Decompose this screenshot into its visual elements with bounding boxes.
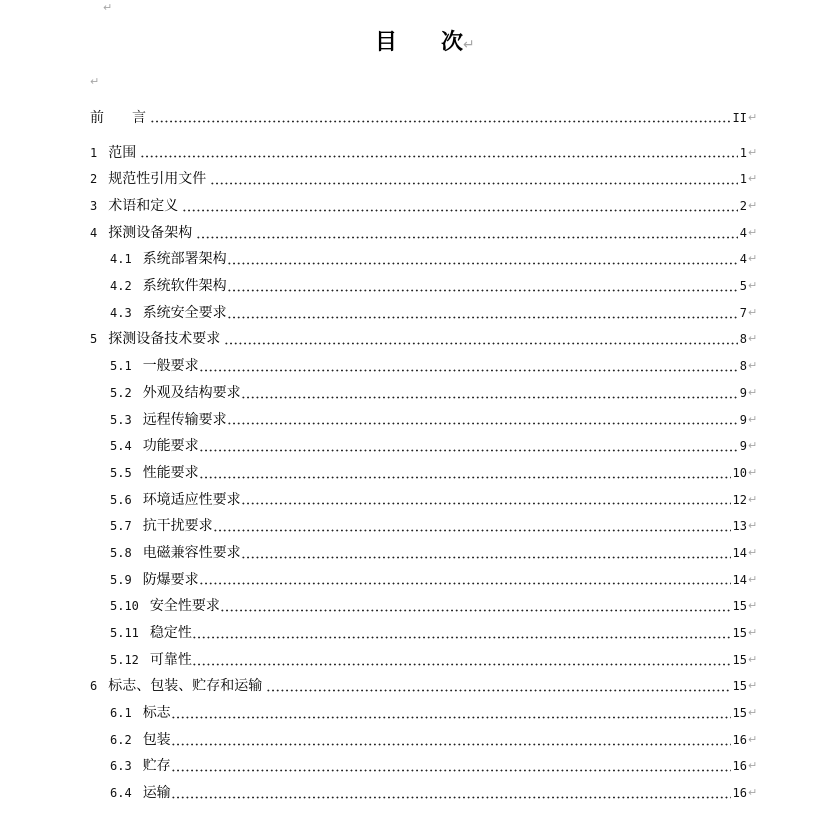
toc-leader-dots [227,316,738,319]
toc-leader-dots [171,716,731,719]
paragraph-mark: ↵ [748,492,758,506]
toc-page-number: 8 [739,332,747,347]
toc-page-number: 16 [732,759,747,774]
toc-entry[interactable] [90,540,758,567]
toc-entry-title: 系统软件架构 [142,278,227,295]
paragraph-mark: ↵ [748,439,758,453]
toc-entry[interactable] [90,246,758,273]
toc-leader-dots [210,182,738,185]
toc-page-number: 13 [732,519,747,534]
toc-entry[interactable] [90,273,758,300]
toc-leader-dots [224,342,738,345]
toc-entry-number: 6.1 [110,706,132,721]
toc-leader-dots [220,609,731,612]
toc-page-number: 4 [739,225,747,240]
toc-page-number: 10 [732,465,747,480]
toc-entry-title: 远程传输要求 [142,411,227,428]
toc-entry[interactable] [90,140,758,167]
toc-entry-title: 前 言 [90,109,146,126]
toc-entry-number: 5.9 [110,572,132,587]
toc-page-number: 7 [739,305,747,320]
toc-leader-dots [227,262,738,265]
toc-entry-title: 运输 [142,785,171,802]
page-title: 目 次 [375,30,464,55]
toc-page-number: II [732,110,747,125]
paragraph-mark: ↵ [748,519,758,533]
toc-entry-title: 术语和定义 [108,198,179,214]
toc-entry-number: 5.5 [110,465,132,480]
toc-entry-title: 系统安全要求 [142,304,227,321]
toc-leader-dots [199,476,731,479]
paragraph-mark: ↵ [748,652,758,666]
toc-leader-dots [199,369,738,372]
paragraph-mark: ↵ [748,279,758,293]
toc-entry[interactable] [90,593,758,620]
toc-entry-number: 4.3 [110,305,132,320]
toc-entry-title: 标志、包装、贮存和运输 [108,678,263,695]
toc-leader-dots [182,209,738,212]
paragraph-mark: ↵ [748,465,758,479]
paragraph-mark: ↵ [748,786,758,800]
toc-entry-number: 3 [90,199,98,213]
toc-entry-title: 标志 [142,705,171,722]
paragraph-mark: ↵ [748,385,758,399]
toc-entry-number: 5.10 [110,599,139,614]
toc-page-number: 14 [732,545,747,560]
paragraph-mark: ↵ [90,75,100,88]
toc-page-number: 12 [732,492,747,507]
toc-leader-dots [192,663,731,666]
toc-entry-number: 1 [90,145,98,160]
paragraph-mark: ↵ [748,252,758,266]
toc-entry-title: 一般要求 [142,358,199,375]
toc-page-number: 15 [732,679,747,694]
toc-entry-title: 可靠性 [149,651,192,668]
toc-entry-number: 4.1 [110,252,132,267]
toc-entry[interactable] [90,407,758,434]
paragraph-mark: ↵ [748,545,758,559]
toc-entry-title: 环境适应性要求 [142,491,241,508]
paragraph-mark: ↵ [748,332,758,346]
toc-leader-dots [140,155,738,158]
toc-entry-title: 安全性要求 [149,598,220,615]
paragraph-mark: ↵ [463,37,475,53]
toc-entry[interactable] [90,326,758,353]
toc-leader-dots [192,636,731,639]
toc-entry-number: 6 [90,679,98,694]
toc-page-number: 5 [739,279,747,294]
toc-entry-number: 5.11 [110,626,139,640]
toc-entry-title: 范围 [108,144,137,161]
toc-entry[interactable] [90,567,758,594]
toc-page-number: 9 [739,385,747,400]
paragraph-mark: ↵ [748,199,758,212]
toc-entry-title: 电磁兼容性要求 [142,544,241,561]
toc-entry[interactable] [90,487,758,514]
toc-entry-number: 5 [90,332,98,347]
toc-page-number: 1 [739,145,747,160]
toc-entry-title: 包装 [142,731,171,748]
toc-entry-number: 5.7 [110,519,132,534]
toc-entry-number: 2 [90,172,98,187]
paragraph-mark: ↵ [748,572,758,586]
toc-leader-dots [199,449,738,452]
toc-entry[interactable] [90,166,758,193]
toc-entry-number: 4.2 [110,279,132,294]
toc-entry[interactable] [90,513,758,540]
toc-entry-number: 5.1 [110,359,132,374]
toc-leader-dots [227,289,738,292]
toc-leader-dots [171,743,731,746]
toc-entry[interactable] [90,727,758,754]
toc-leader-dots [241,502,731,505]
toc-entry-title: 规范性引用文件 [108,171,207,188]
toc-page-number: 15 [732,652,747,667]
toc-entry-number: 6.2 [110,732,132,747]
toc-page-number: 4 [739,252,747,267]
toc-leader-dots [227,422,738,425]
toc-leader-dots [213,529,731,532]
toc-entry[interactable] [90,220,758,247]
toc-page-number: 9 [739,439,747,454]
toc-entry[interactable] [90,433,758,460]
paragraph-mark: ↵ [103,1,113,14]
toc-leader-dots [196,236,738,239]
toc-page-number: 9 [739,412,747,427]
toc-entry-number: 5.12 [110,652,139,667]
toc-page-number: 14 [732,572,747,587]
toc-leader-dots [241,556,731,559]
toc-entry[interactable] [90,460,758,487]
toc-entry[interactable] [90,620,758,647]
toc-entry-number: 6.4 [110,786,132,801]
toc-page-number: 16 [732,732,747,747]
toc-entry-title: 系统部署架构 [142,251,227,268]
paragraph-mark: ↵ [748,172,758,186]
paragraph-mark: ↵ [748,305,758,319]
toc-entry-number: 5.4 [110,439,132,454]
paragraph-mark: ↵ [748,706,758,720]
toc-entry-number: 6.3 [110,759,132,774]
toc-entry-number: 5.3 [110,412,132,427]
toc-leader-dots [199,582,731,585]
toc-entry[interactable] [90,700,758,727]
toc-entry[interactable] [90,753,758,780]
toc-page-number: 15 [732,706,747,721]
toc-entry-title: 抗干扰要求 [142,518,213,535]
paragraph-mark: ↵ [748,679,758,693]
toc-entry-title: 性能要求 [142,464,199,481]
toc-entry[interactable] [90,780,758,807]
toc-entry-title: 稳定性 [149,625,192,641]
paragraph-mark: ↵ [748,412,758,426]
toc-leader-dots [171,769,731,772]
paragraph-mark: ↵ [748,759,758,773]
toc-leader-dots [150,120,731,123]
toc-page-number: 1 [739,172,747,187]
toc-entry[interactable] [90,193,758,220]
toc-leader-dots [266,689,730,692]
paragraph-mark: ↵ [748,225,758,239]
toc-entry-number: 5.2 [110,385,132,400]
paragraph-mark: ↵ [748,732,758,746]
toc-entry-title: 贮存 [142,758,171,775]
toc-page-number: 8 [739,359,747,374]
toc-page-number: 15 [732,599,747,614]
toc-leader-dots [171,796,731,799]
toc-entry-title: 防爆要求 [142,571,199,588]
toc-entry[interactable] [90,353,758,380]
paragraph-mark: ↵ [748,599,758,613]
toc-entry-number: 5.8 [110,545,132,560]
toc-entry-preface[interactable] [90,105,758,132]
toc-entry-number: 4 [90,225,98,240]
toc-entry-title: 外观及结构要求 [142,384,241,401]
paragraph-mark: ↵ [748,359,758,373]
toc-heading-line [375,30,475,56]
toc-page-number: 2 [739,199,747,213]
toc-entry[interactable] [90,673,758,700]
paragraph-mark: ↵ [748,626,758,639]
toc-entry[interactable] [90,647,758,674]
toc-entry-title: 探测设备架构 [108,224,193,241]
toc-entry[interactable] [90,300,758,327]
toc-entry-title: 探测设备技术要求 [108,331,221,348]
paragraph-mark: ↵ [748,145,758,159]
toc-entry-title: 功能要求 [142,438,199,455]
paragraph-mark: ↵ [748,110,758,124]
toc-leader-dots [241,396,738,399]
toc-entry-number: 5.6 [110,492,132,507]
table-of-contents [90,105,758,807]
toc-entry[interactable] [90,380,758,407]
toc-page-number: 16 [732,786,747,801]
toc-page-number: 15 [732,626,747,640]
